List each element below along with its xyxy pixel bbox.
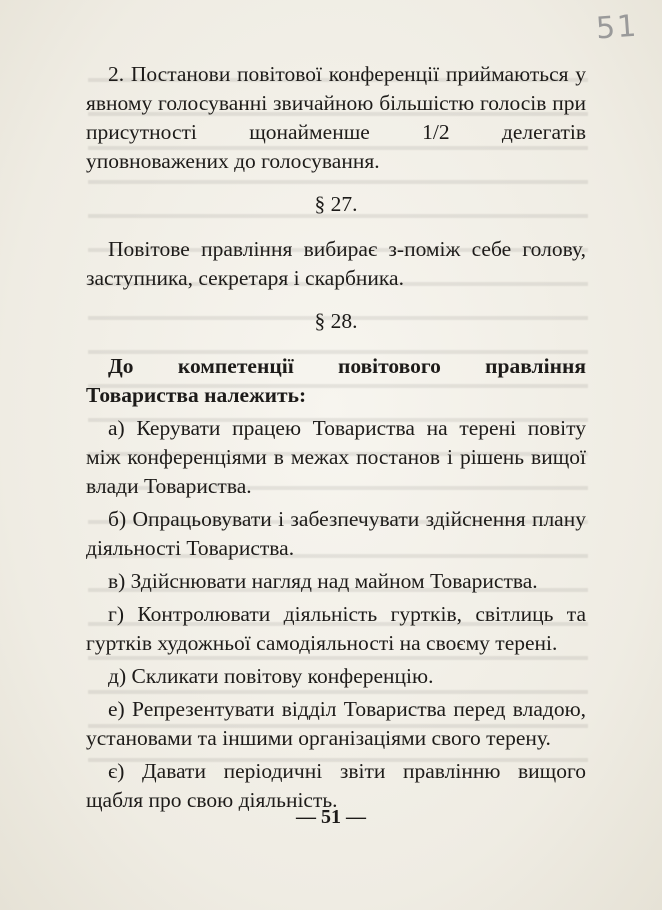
section-heading-28: § 28. [314,309,358,333]
paragraph-competence-heading: До компетенції повітового правління Товариства належить: [86,354,586,407]
list-item-v: в) Здійснювати нагляд над майном Товариства. [108,569,538,593]
page-body [86,60,586,819]
list-item-d: д) Скликати повітову конференцію. [108,664,434,688]
page-number: — 51 — [296,806,366,828]
section-heading-27: § 27. [314,192,358,216]
paragraph-board-election: Повітове правління вибирає з-поміж себе голову, заступника, секретаря і скарбника. [86,237,586,290]
list-item-ye: є) Давати періодичні звіти правлінню вищого щабля про свою діяльність. [86,759,586,812]
list-item-e: е) Репрезентувати відділ Товариства перед владою, установами та іншими організаціями свого терену. [86,697,586,750]
list-item-g: г) Контролювати діяльність гуртків, світлиць та гуртків художньої самодіяльності на своєму терені. [86,602,586,655]
paragraph-resolutions: 2. Постанови повітової конференції приймаються у явному голосуванні звичайною більшістю голосів при присутності щонайменше 1/2 делегатів уповноважених до голосування. [86,62,586,173]
list-item-a: а) Керувати працею Товариства на терені повіту між конференціями в межах постанов і рішень вищої влади Товариства. [86,416,586,498]
handwritten-folio: 51 [594,8,640,47]
list-item-b: б) Опрацьовувати і забезпечувати здійснення плану діяльності Товариства. [86,507,586,560]
